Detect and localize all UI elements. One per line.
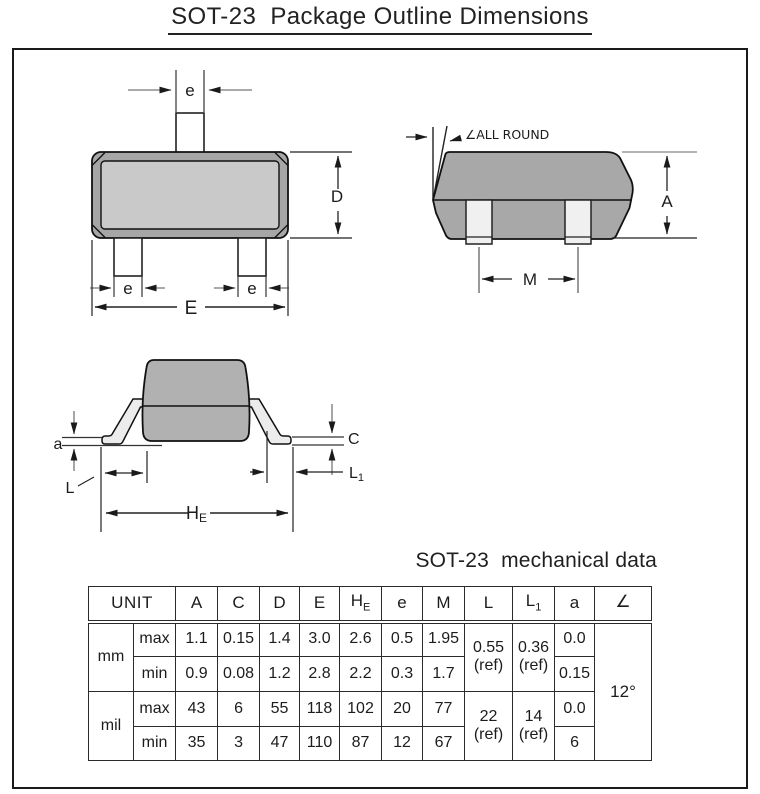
mechanical-data-table-container bbox=[88, 586, 652, 761]
col-header-L1-base: L bbox=[525, 591, 536, 611]
profile-view bbox=[54, 360, 364, 532]
dim-label-e-top: e bbox=[185, 81, 195, 100]
col-header-unit: UNIT bbox=[89, 587, 176, 622]
cell-mm-min-a: 0.15 bbox=[555, 657, 595, 692]
dim-label-HE-base: H bbox=[186, 503, 199, 523]
cell-mm-L1-ref: (ref) bbox=[518, 657, 549, 675]
cell-mm-L1-value: 0.36 bbox=[517, 638, 550, 656]
dim-label-M: M bbox=[522, 270, 538, 289]
dim-label-C: C bbox=[348, 431, 360, 448]
package-body-3d bbox=[433, 152, 633, 239]
dim-label-E: E bbox=[184, 298, 198, 319]
col-header-a: a bbox=[555, 587, 595, 622]
col-header-HE bbox=[340, 587, 382, 622]
package-body-profile bbox=[142, 360, 249, 441]
dim-label-e-left: e bbox=[123, 279, 133, 298]
row-header-mil-min: min bbox=[134, 727, 176, 761]
col-header-angle: ∠ bbox=[595, 587, 652, 622]
col-header-M: M bbox=[423, 587, 465, 622]
col-header-e: e bbox=[382, 587, 423, 622]
leader-arrow bbox=[450, 138, 461, 141]
row-header-mm-min: min bbox=[134, 657, 176, 692]
cell-mil-min-D: 47 bbox=[260, 727, 300, 761]
cell-mil-min-M: 67 bbox=[423, 727, 465, 761]
cell-mm-min-HE: 2.2 bbox=[340, 657, 382, 692]
cell-mm-L-value: 0.55 bbox=[472, 638, 505, 656]
cell-mil-L-value: 22 bbox=[479, 707, 498, 725]
cell-mil-max-D: 55 bbox=[260, 692, 300, 727]
cell-mil-L bbox=[465, 692, 513, 761]
row-header-mil-max: max bbox=[134, 692, 176, 727]
col-header-L: L bbox=[465, 587, 513, 622]
row-header-mm-max: max bbox=[134, 622, 176, 657]
top-pin bbox=[176, 113, 204, 153]
cell-mm-max-a: 0.0 bbox=[555, 622, 595, 657]
cell-mm-L1 bbox=[513, 622, 555, 692]
page-title: SOT-23 Package Outline Dimensions bbox=[168, 3, 592, 35]
col-header-C: C bbox=[218, 587, 260, 622]
cell-mil-min-A: 35 bbox=[176, 727, 218, 761]
cell-mm-L bbox=[465, 622, 513, 692]
col-header-E: E bbox=[300, 587, 340, 622]
cell-mm-max-HE: 2.6 bbox=[340, 622, 382, 657]
cell-mm-max-E: 3.0 bbox=[300, 622, 340, 657]
dim-label-L: L bbox=[65, 480, 75, 497]
cell-mil-min-HE: 87 bbox=[340, 727, 382, 761]
bottom-pin-left bbox=[114, 238, 142, 276]
cell-mm-min-M: 1.7 bbox=[423, 657, 465, 692]
cell-mm-min-E: 2.8 bbox=[300, 657, 340, 692]
col-header-D: D bbox=[260, 587, 300, 622]
dim-label-D: D bbox=[330, 187, 344, 206]
cell-mil-max-e: 20 bbox=[382, 692, 423, 727]
cell-mm-min-A: 0.9 bbox=[176, 657, 218, 692]
dim-label-HE-sub: E bbox=[199, 511, 208, 525]
cell-mm-min-D: 1.2 bbox=[260, 657, 300, 692]
cell-mil-L1 bbox=[513, 692, 555, 761]
gullwing-lead-right bbox=[247, 399, 291, 444]
col-header-HE-base: H bbox=[350, 591, 363, 611]
row-header-mil: mil bbox=[89, 692, 134, 761]
cell-mm-max-e: 0.5 bbox=[382, 622, 423, 657]
leader-line bbox=[78, 477, 94, 486]
cell-mm-L-ref: (ref) bbox=[473, 657, 504, 675]
cell-mm-min-C: 0.08 bbox=[218, 657, 260, 692]
cell-mil-max-M: 77 bbox=[423, 692, 465, 727]
cell-mil-max-HE: 102 bbox=[340, 692, 382, 727]
cell-mil-max-C: 6 bbox=[218, 692, 260, 727]
cell-mil-min-C: 3 bbox=[218, 727, 260, 761]
col-header-A: A bbox=[176, 587, 218, 622]
package-body-inner bbox=[101, 161, 279, 229]
dim-label-L1 bbox=[349, 465, 364, 484]
dim-label-L1-base: L bbox=[349, 465, 358, 482]
cell-mil-min-E: 110 bbox=[300, 727, 340, 761]
dim-label-L1-sub: 1 bbox=[357, 472, 365, 484]
cell-mil-max-A: 43 bbox=[176, 692, 218, 727]
cell-mm-min-e: 0.3 bbox=[382, 657, 423, 692]
row-header-mm: mm bbox=[89, 622, 134, 692]
cell-mil-min-e: 12 bbox=[382, 727, 423, 761]
table-subtitle: SOT-23 mechanical data bbox=[415, 549, 657, 572]
dim-label-a: a bbox=[53, 436, 63, 453]
mechanical-data-table bbox=[88, 586, 652, 761]
cell-mil-L1-ref: (ref) bbox=[518, 726, 549, 743]
col-header-HE-sub: E bbox=[362, 601, 371, 614]
col-header-L1-sub: 1 bbox=[535, 601, 542, 614]
cell-mm-max-D: 1.4 bbox=[260, 622, 300, 657]
front-view bbox=[90, 70, 352, 319]
cell-angle-value: 12° bbox=[595, 622, 652, 761]
dim-label-A: A bbox=[661, 192, 673, 211]
dim-label-e-right: e bbox=[247, 279, 257, 298]
cell-mm-max-M: 1.95 bbox=[423, 622, 465, 657]
cell-mm-max-C: 0.15 bbox=[218, 622, 260, 657]
col-header-L1 bbox=[513, 587, 555, 622]
bottom-pin-right bbox=[238, 238, 266, 276]
cell-mil-max-E: 118 bbox=[300, 692, 340, 727]
cell-mil-L1-value: 14 bbox=[524, 707, 543, 725]
gullwing-lead-left bbox=[102, 399, 145, 444]
cell-mil-min-a: 6 bbox=[555, 727, 595, 761]
dim-label-HE bbox=[186, 503, 207, 525]
side-view bbox=[406, 126, 697, 293]
cell-mil-L-ref: (ref) bbox=[473, 726, 504, 743]
all-round-note: ∠ALL ROUND bbox=[465, 127, 550, 142]
cell-mm-max-A: 1.1 bbox=[176, 622, 218, 657]
cell-mil-max-a: 0.0 bbox=[555, 692, 595, 727]
